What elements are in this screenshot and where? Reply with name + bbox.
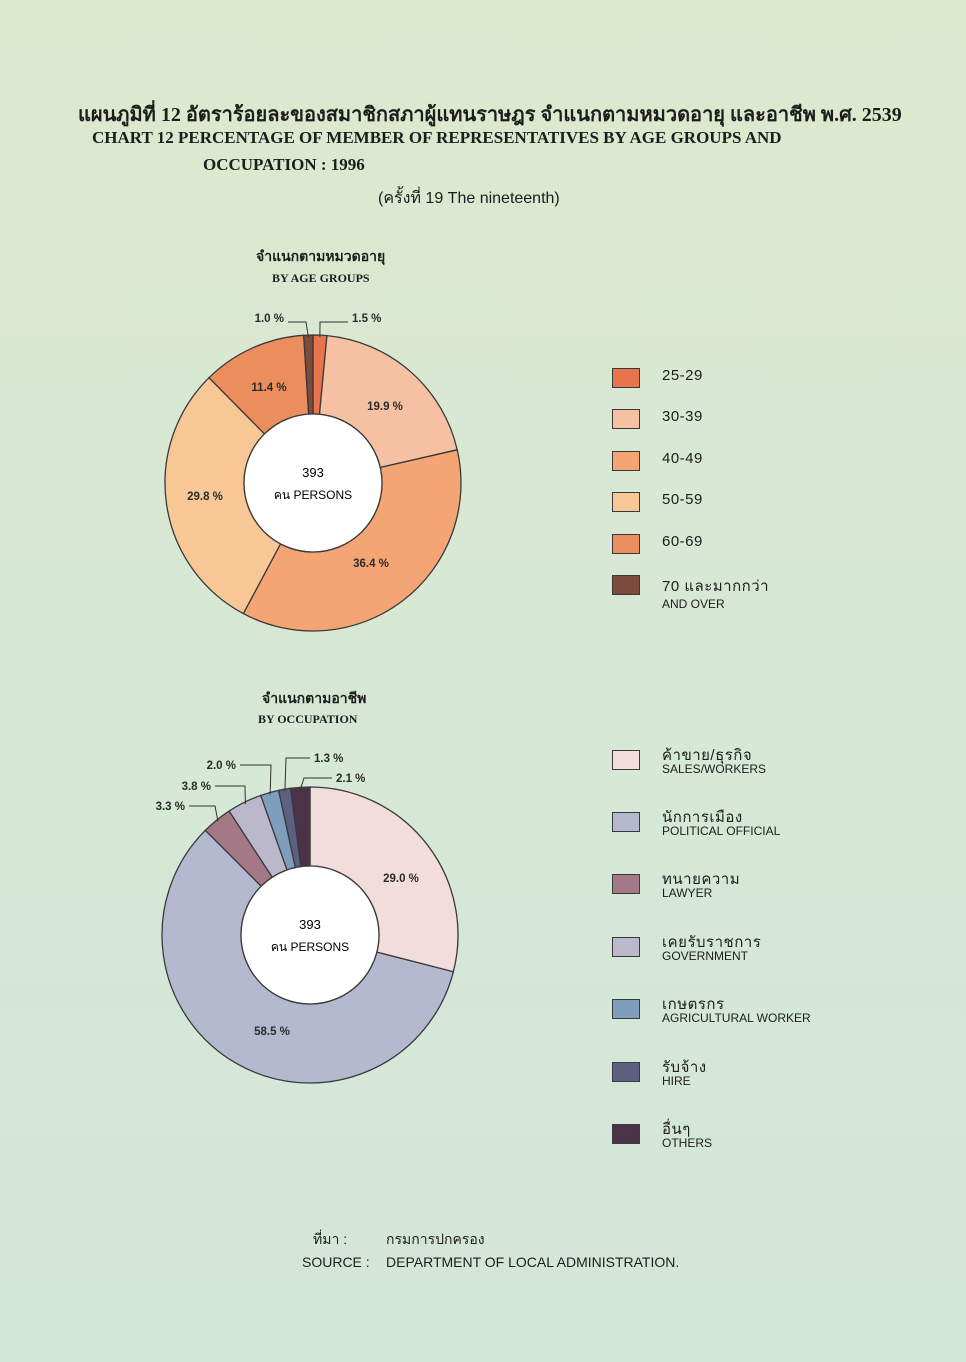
occupation-donut-chart	[156, 753, 458, 1083]
legend-swatch	[612, 451, 640, 471]
legend-label: ทนายความ	[662, 871, 741, 888]
chart-title-english: CHART 12 PERCENTAGE OF MEMBER OF REPRESENTATIVES BY AGE GROUPS AND	[92, 128, 782, 147]
center-total-value: 393	[302, 465, 324, 480]
occupation-chart-title-english: BY OCCUPATION	[258, 712, 358, 726]
legend-swatch	[612, 1062, 640, 1082]
legend-swatch	[612, 874, 640, 894]
legend-label: 40-49	[662, 450, 703, 467]
legend-swatch	[612, 999, 640, 1019]
legend-sublabel: OTHERS	[662, 1136, 713, 1150]
legend-label: 25-29	[662, 367, 703, 384]
slice-label-1-2: 3.3 %	[155, 801, 185, 813]
center-total-value: 393	[299, 917, 321, 932]
legend-label: รับจ้าง	[662, 1059, 707, 1076]
source-value-thai: กรมการปกครอง	[386, 1231, 485, 1247]
donut-hole	[241, 866, 379, 1004]
legend-sublabel: POLITICAL OFFICIAL	[662, 824, 781, 838]
chart-title-thai: แผนภูมิที่ 12 อัตราร้อยละของสมาชิกสภาผู้แทนราษฎร จำแนกตามหมวดอายุ และอาชีพ พ.ศ. 2539	[78, 104, 902, 126]
legend-label: อื่นๆ	[662, 1121, 691, 1138]
legend-sublabel: SALES/WORKERS	[662, 762, 767, 776]
center-total-label: คน PERSONS	[273, 488, 353, 502]
legend-swatch	[612, 409, 640, 429]
legend-swatch	[612, 575, 640, 595]
legend-label: 30-39	[662, 408, 703, 425]
source-label-english: SOURCE :	[302, 1254, 370, 1270]
legend-label: 70 และมากกว่า	[662, 578, 770, 595]
legend-sublabel: AND OVER	[662, 597, 725, 611]
chart-title-english-line2: OCCUPATION : 1996	[203, 155, 365, 174]
legend-sublabel: GOVERNMENT	[662, 949, 749, 963]
legend-swatch	[612, 492, 640, 512]
legend-sublabel: LAWYER	[662, 886, 713, 900]
slice-label-1-3: 3.8 %	[181, 781, 211, 793]
legend-label: เกษตรกร	[662, 996, 725, 1013]
slice-label-1-6: 2.1 %	[336, 773, 366, 785]
occupation-chart-title-thai: จำแนกตามอาชีพ	[262, 692, 367, 707]
legend-label: 50-59	[662, 491, 703, 508]
legend-swatch	[612, 750, 640, 770]
leader-line	[215, 786, 245, 804]
legend-sublabel: AGRICULTURAL WORKER	[662, 1011, 811, 1025]
leader-line	[189, 806, 218, 822]
age-chart-title-english: BY AGE GROUPS	[272, 271, 370, 285]
center-total-label: คน PERSONS	[270, 940, 350, 954]
slice-label-0-5: 1.0 %	[254, 313, 284, 325]
slice-label-0-0: 1.5 %	[352, 313, 382, 325]
legend-swatch	[612, 534, 640, 554]
legend-swatch	[612, 368, 640, 388]
age-chart-title-thai: จำแนกตามหมวดอายุ	[256, 250, 386, 265]
slice-label-1-4: 2.0 %	[206, 760, 236, 772]
slice-label-0-3: 29.8 %	[187, 491, 223, 503]
donut-hole	[244, 414, 382, 552]
legend-swatch	[612, 937, 640, 957]
legend-label: 60-69	[662, 533, 703, 550]
slice-label-0-4: 11.4 %	[251, 382, 287, 394]
source-value-english: DEPARTMENT OF LOCAL ADMINISTRATION.	[386, 1254, 680, 1270]
slice-label-1-5: 1.3 %	[314, 753, 344, 765]
slice-label-1-0: 29.0 %	[383, 873, 419, 885]
slice-label-1-1: 58.5 %	[254, 1026, 290, 1038]
slice-label-0-2: 36.4 %	[353, 558, 389, 570]
leader-line	[285, 758, 310, 791]
legend-swatch	[612, 1124, 640, 1144]
legend-swatch	[612, 812, 640, 832]
legend-label: ค้าขาย/ธุรกิจ	[662, 747, 753, 764]
legend-label: นักการเมือง	[662, 809, 743, 826]
age-donut-chart	[165, 313, 461, 631]
chart-subtitle: (ครั้งที่ 19 The nineteenth)	[378, 190, 560, 207]
legend-label: เคยรับราชการ	[662, 934, 762, 951]
source-label-thai: ที่มา :	[313, 1231, 348, 1247]
slice-label-0-1: 19.9 %	[367, 401, 403, 413]
legend-sublabel: HIRE	[662, 1074, 691, 1088]
